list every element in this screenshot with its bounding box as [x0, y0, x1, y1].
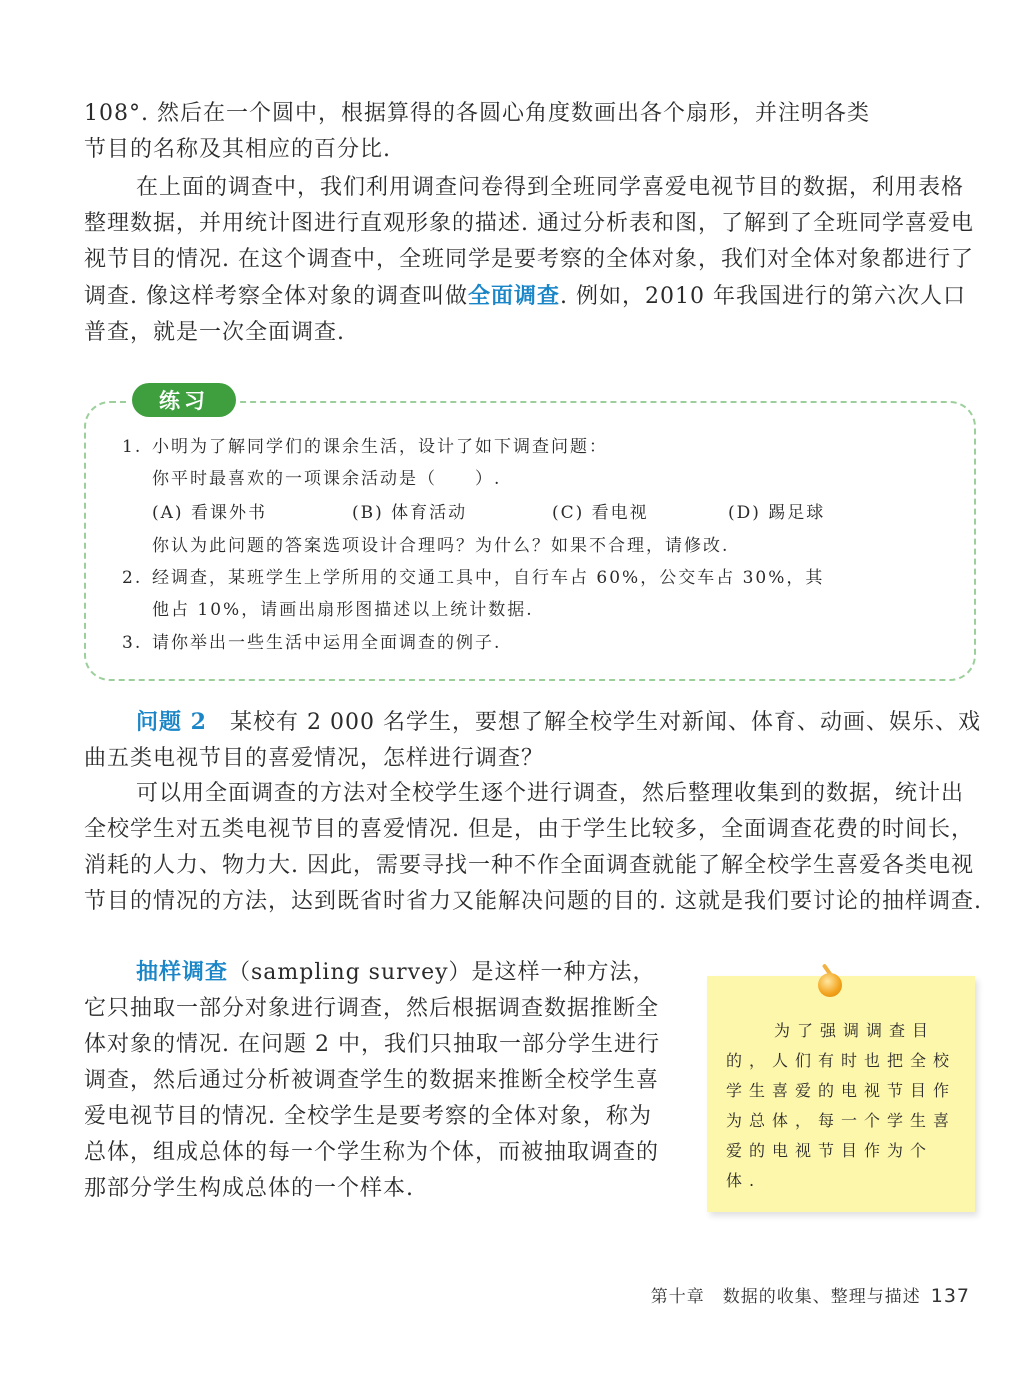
exercise-3-line-1	[122, 628, 501, 658]
exercise-1-number: 1.	[122, 437, 143, 457]
exercise-1-option-b: (B) 体育活动	[352, 503, 468, 523]
problem-2-text: 某校有 2 000 名学生，要想了解全校学生对新闻、体育、动画、娱乐、戏曲五类电视节目的喜爱情况，怎样进行调查？	[84, 710, 981, 771]
exercise-3-number: 3.	[122, 633, 143, 653]
exercise-1-line-4: 你认为此问题的答案选项设计合理吗？为什么？如果不合理，请修改.	[152, 536, 730, 556]
term-sampling-survey: 抽样调查	[136, 959, 229, 985]
full-survey-paragraph	[84, 170, 984, 351]
exercise-2-number: 2.	[122, 568, 143, 588]
sampling-paragraph	[84, 954, 664, 1207]
practice-title: 练习	[132, 383, 236, 417]
full-survey-text-after: . 例如，2010 年我国进行的第六次人口普查，就是一次全面调查.	[84, 284, 966, 345]
intro-paragraph	[84, 96, 984, 168]
page-footer	[651, 1282, 970, 1307]
problem-2-paragraph	[84, 704, 984, 777]
exercise-1-option-d: (D) 踢足球	[728, 503, 826, 523]
exercise-1-option-a: (A) 看课外书	[152, 503, 267, 523]
term-full-survey: 全面调查	[468, 283, 561, 309]
chapter-title: 第十章 数据的收集、整理与描述	[650, 1287, 921, 1307]
method-paragraph: 可以用全面调查的方法对全校学生逐个进行调查，然后整理收集到的数据，统计出全校学生对五类电视节目的喜爱情况. 但是，由于学生比较多，全面调查花费的时间长，消耗的人力、物力大. 因此，需要寻找一种不作全面调查就能了解全校学生喜爱各类电视节目的情况的方法，达到既省时省力又能解决问题的目的. 这就是我们要讨论的抽样调查.	[84, 781, 982, 914]
exercise-2-text: 经调查，某班学生上学所用的交通工具中，自行车占 60%，公交车占 30%，其	[152, 568, 825, 588]
page-number: 137	[930, 1285, 970, 1307]
intro-line-1: 108°. 然后在一个圆中，根据算得的各圆心角度数画出各个扇形，并注明各类	[84, 101, 870, 126]
exercise-2-line-1	[122, 563, 824, 593]
exercise-2-line-2: 他占 10%，请画出扇形图描述以上统计数据.	[152, 600, 534, 620]
exercise-1-line-2: 你平时最喜欢的一项课余活动是（ ）.	[152, 469, 502, 489]
full-survey-text: 在上面的调查中，我们利用调查问卷得到全班同学喜爱电视节目的数据，利用表格整理数据，并用统计图进行直观形象的描述. 通过分析表和图，了解到了全班同学喜爱电视节目的情况. 在这个调查中，全班同学是要考察的全体对象，我们对全体对象都进行了调查. 像这样考察全体对象的调查叫做	[84, 175, 974, 309]
side-note-text: 为了强调调查目的，人们有时也把全校学生喜爱的电视节目作为总体，每一个学生喜爱的电视节目作为个体.	[726, 1021, 957, 1190]
sampling-text: （sampling survey）是这样一种方法，它只抽取一部分对象进行调查，然后根据调查数据推断全体对象的情况. 在问题 2 中，我们只抽取一部分学生进行调查，然后通过分析被调查学生的数据来推断全校学生喜爱电视节目的情况. 全校学生是要考察的全体对象，称为总体，组成总体的每一个学生称为个体，而被抽取调查的那部分学生构成总体的一个样本.	[84, 960, 660, 1201]
exercise-1-option-c: (C) 看电视	[552, 503, 649, 523]
exercise-1-line-1	[122, 432, 608, 462]
intro-line-2: 节目的名称及其相应的百分比.	[84, 137, 391, 162]
problem-2-label: 问题 2	[136, 709, 207, 735]
exercise-1-text: 小明为了解同学们的课余生活，设计了如下调查问题：	[152, 437, 608, 457]
exercise-3-text: 请你举出一些生活中运用全面调查的例子.	[152, 633, 502, 653]
pushpin-icon	[818, 973, 842, 997]
